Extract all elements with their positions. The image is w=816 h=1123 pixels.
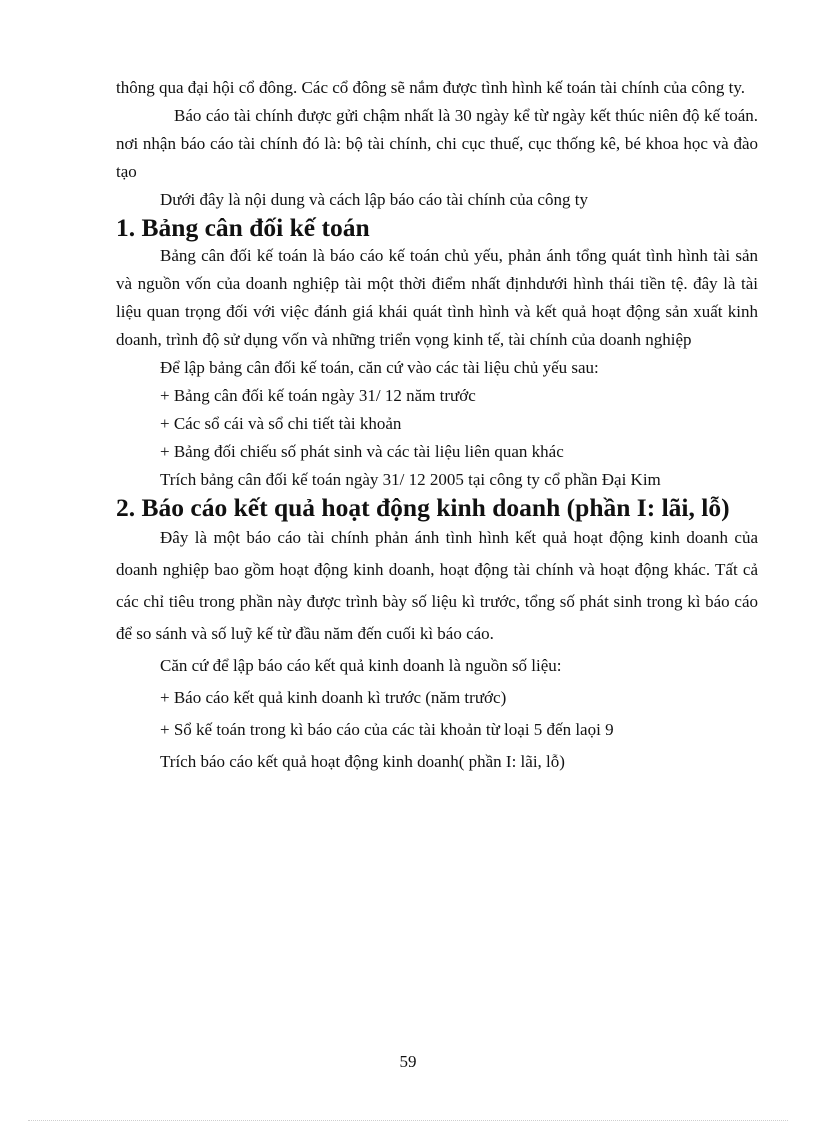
paragraph-balance-sheet-definition: Bảng cân đối kế toán là báo cáo kế toán chủ yếu, phản ánh tổng quát tình hình tài sản và nguồn vốn của doanh nghiệp tài một thời điểm nhất địnhdưới hình thái tiền tệ. đây là tài liệu quan trọng đối với việc đánh giá khái quát tình hình và kết quả hoạt động sản xuất kinh doanh, trình độ sử dụng vốn và những triển vọng kinh tế, tài chính của doanh nghiệp xyxy=(116,246,758,349)
section-heading-income-statement: 2. Báo cáo kết quả hoạt động kinh doanh (phần I: lãi, lỗ) xyxy=(116,493,730,522)
list-item: + Các sổ cái và sổ chi tiết tài khoản xyxy=(160,414,402,433)
paragraph-continuation: thông qua đại hội cổ đông. Các cổ đông sẽ nắm được tình hình kế toán tài chính của công ty. xyxy=(116,78,745,97)
paragraph-income-statement-excerpt: Trích báo cáo kết quả hoạt động kinh doanh( phần I: lãi, lỗ) xyxy=(160,752,565,771)
section-heading-balance-sheet: 1. Bảng cân đối kế toán xyxy=(116,213,370,242)
paragraph-balance-sheet-basis: Để lập bảng cân đối kế toán, căn cứ vào các tài liệu chủ yếu sau: xyxy=(160,358,599,377)
list-item: + Sổ kế toán trong kì báo cáo của các tài khoản từ loại 5 đến laọi 9 xyxy=(160,720,614,739)
paragraph-submission-deadline: Báo cáo tài chính được gửi chậm nhất là 30 ngày kể từ ngày kết thúc niên độ kế toán. nơi nhận báo cáo tài chính đó là: bộ tài chính, chi cục thuế, cục thống kê, bé khoa học và đào tạo xyxy=(116,106,758,181)
paragraph-income-statement-basis: Căn cứ để lập báo cáo kết quả kinh doanh là nguồn số liệu: xyxy=(160,656,562,675)
list-item: + Bảng cân đối kế toán ngày 31/ 12 năm trước xyxy=(160,386,476,405)
list-item: + Báo cáo kết quả kinh doanh kì trước (năm trước) xyxy=(160,688,507,707)
paragraph-contents-intro: Dưới đây là nội dung và cách lập báo cáo tài chính của công ty xyxy=(160,190,588,209)
page-number: 59 xyxy=(399,1052,417,1071)
paragraph-income-statement-definition: Đây là một báo cáo tài chính phản ánh tình hình kết quả hoạt động kinh doanh của doanh nghiệp bao gồm hoạt động kinh doanh, hoạt động tài chính và hoạt động khác. Tất cả các chỉ tiêu trong phần này được trình bày số liệu kì trước, tổng số phát sinh trong kì báo cáo để so sánh và số luỹ kế từ đầu năm đến cuối kì báo cáo. xyxy=(116,528,758,643)
list-item: + Bảng đối chiếu số phát sinh và các tài liệu liên quan khác xyxy=(160,442,564,461)
paragraph-balance-sheet-excerpt: Trích bảng cân đối kế toán ngày 31/ 12 2005 tại công ty cổ phần Đại Kim xyxy=(160,470,661,489)
page-content xyxy=(116,74,758,778)
footer-divider xyxy=(28,1120,788,1121)
